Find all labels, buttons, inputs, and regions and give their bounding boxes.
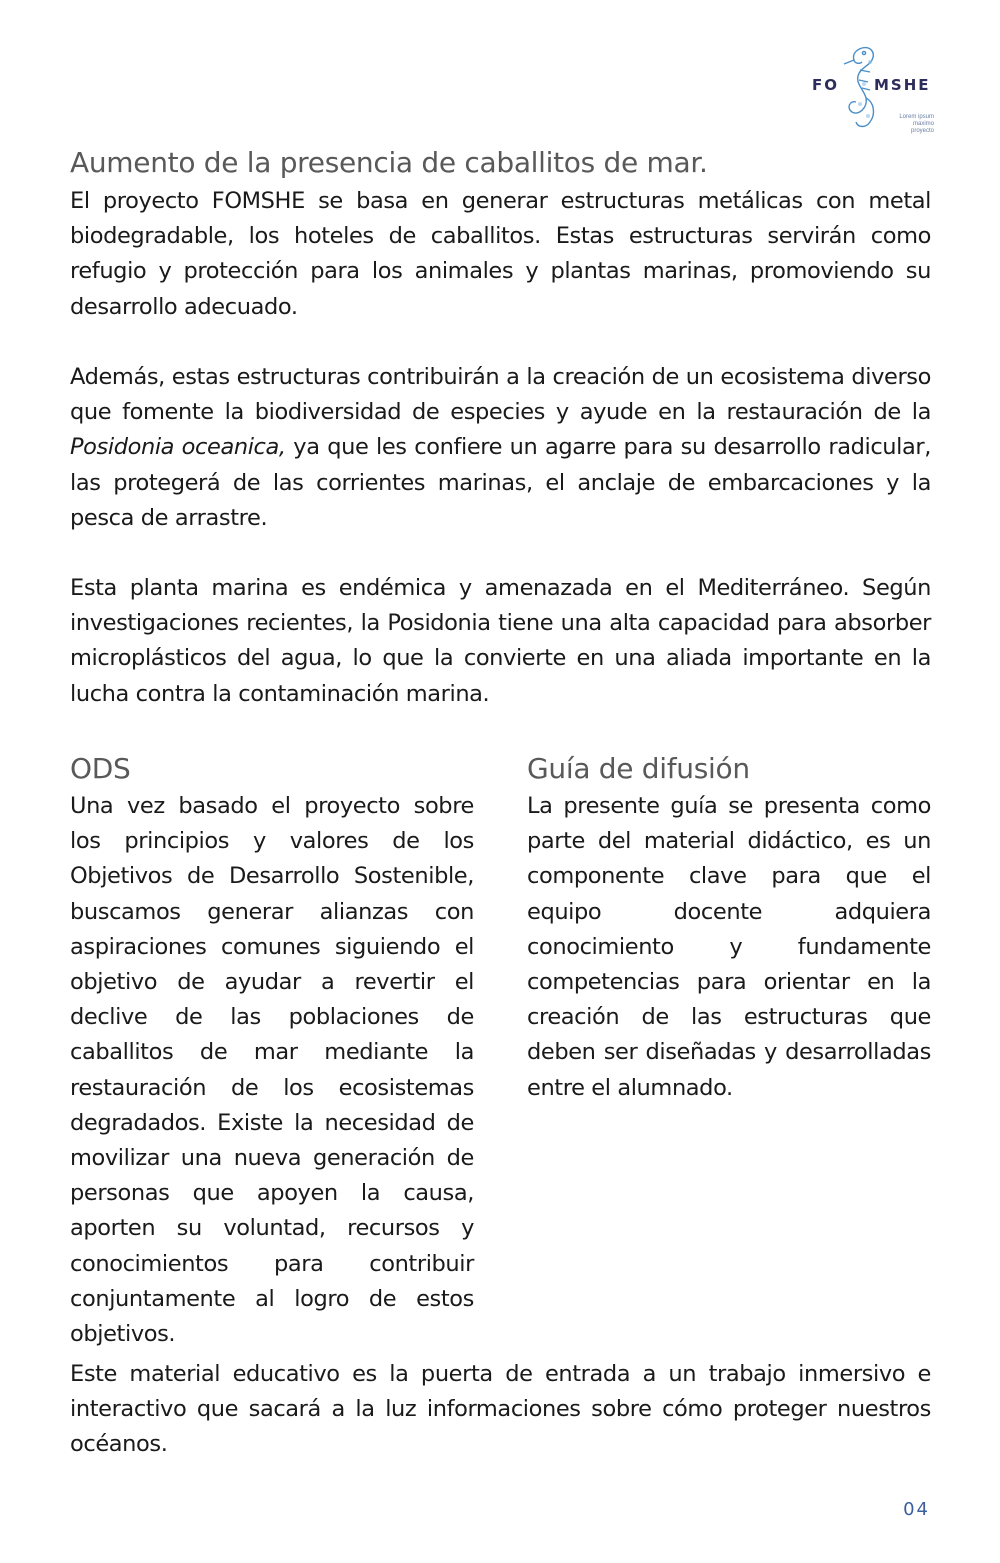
closing-paragraph: Este material educativo es la puerta de entrada a un trabajo inmersivo e interactivo que sacará a la luz informaciones sobre cómo proteger nuestros océanos. [70, 1361, 931, 1458]
ods-paragraph: Una vez basado el proyecto sobre los principios y valores de los Objetivos de Desarrollo Sostenible, buscamos generar alianzas con aspiraciones comunes siguiendo el objetivo de ayudar a revertir el declive de las poblaciones de caballitos de mar mediante la restauración de los ecosistemas degradados. Existe la necesidad de movilizar una nueva generación de personas que apoyen la causa, aporten su voluntad, recursos y conocimientos para contribuir conjuntamente al logro de estos objetivos. [70, 793, 474, 1348]
logo-tagline: Lorem ipsum maximo proyecto [899, 114, 934, 134]
logo-text-right: MSHE [874, 76, 931, 94]
section-title-intro: Aumento de la presencia de caballitos de mar. [70, 146, 708, 179]
guia-paragraph: La presente guía se presenta como parte del material didáctico, es un componente clave para que el equipo docente adquiera conocimiento y fundamente competencias para orientar en la creación de las estructuras que deben ser diseñadas y desarrolladas entre el alumnado. [527, 793, 931, 1101]
intro-paragraph-2 [70, 360, 931, 536]
intro-paragraph-3: Esta planta marina es endémica y amenazada en el Mediterráneo. Según investigaciones recientes, la Posidonia tiene una alta capacidad para absorber microplásticos del agua, lo que la convierte en una aliada importante en la lucha contra la contaminación marina. [70, 575, 931, 707]
logo-text-left: FO [812, 76, 839, 94]
intro-paragraph-2-end: ya que les confiere un agarre para su desarrollo radicular, las protegerá de las corrientes marinas, el anclaje de embarcaciones y la pesca de arrastre. [70, 434, 932, 531]
section-title-guia: Guía de difusión [527, 752, 750, 785]
fomshe-logo [812, 42, 934, 134]
intro-paragraph-1: El proyecto FOMSHE se basa en generar estructuras metálicas con metal biodegradable, los hoteles de caballitos. Estas estructuras servirán como refugio y protección para los animales y plantas marinas, promoviendo su desarrollo adecuado. [70, 188, 931, 320]
posidonia-italic: Posidonia oceanica, [70, 434, 286, 461]
page-number: 04 [903, 1499, 930, 1520]
intro-paragraph-2-start: Además, estas estructuras contribuirán a la creación de un ecosistema diverso que fomente la biodiversidad de especies y ayude en la restauración de la [70, 364, 931, 426]
section-title-ods: ODS [70, 752, 131, 785]
